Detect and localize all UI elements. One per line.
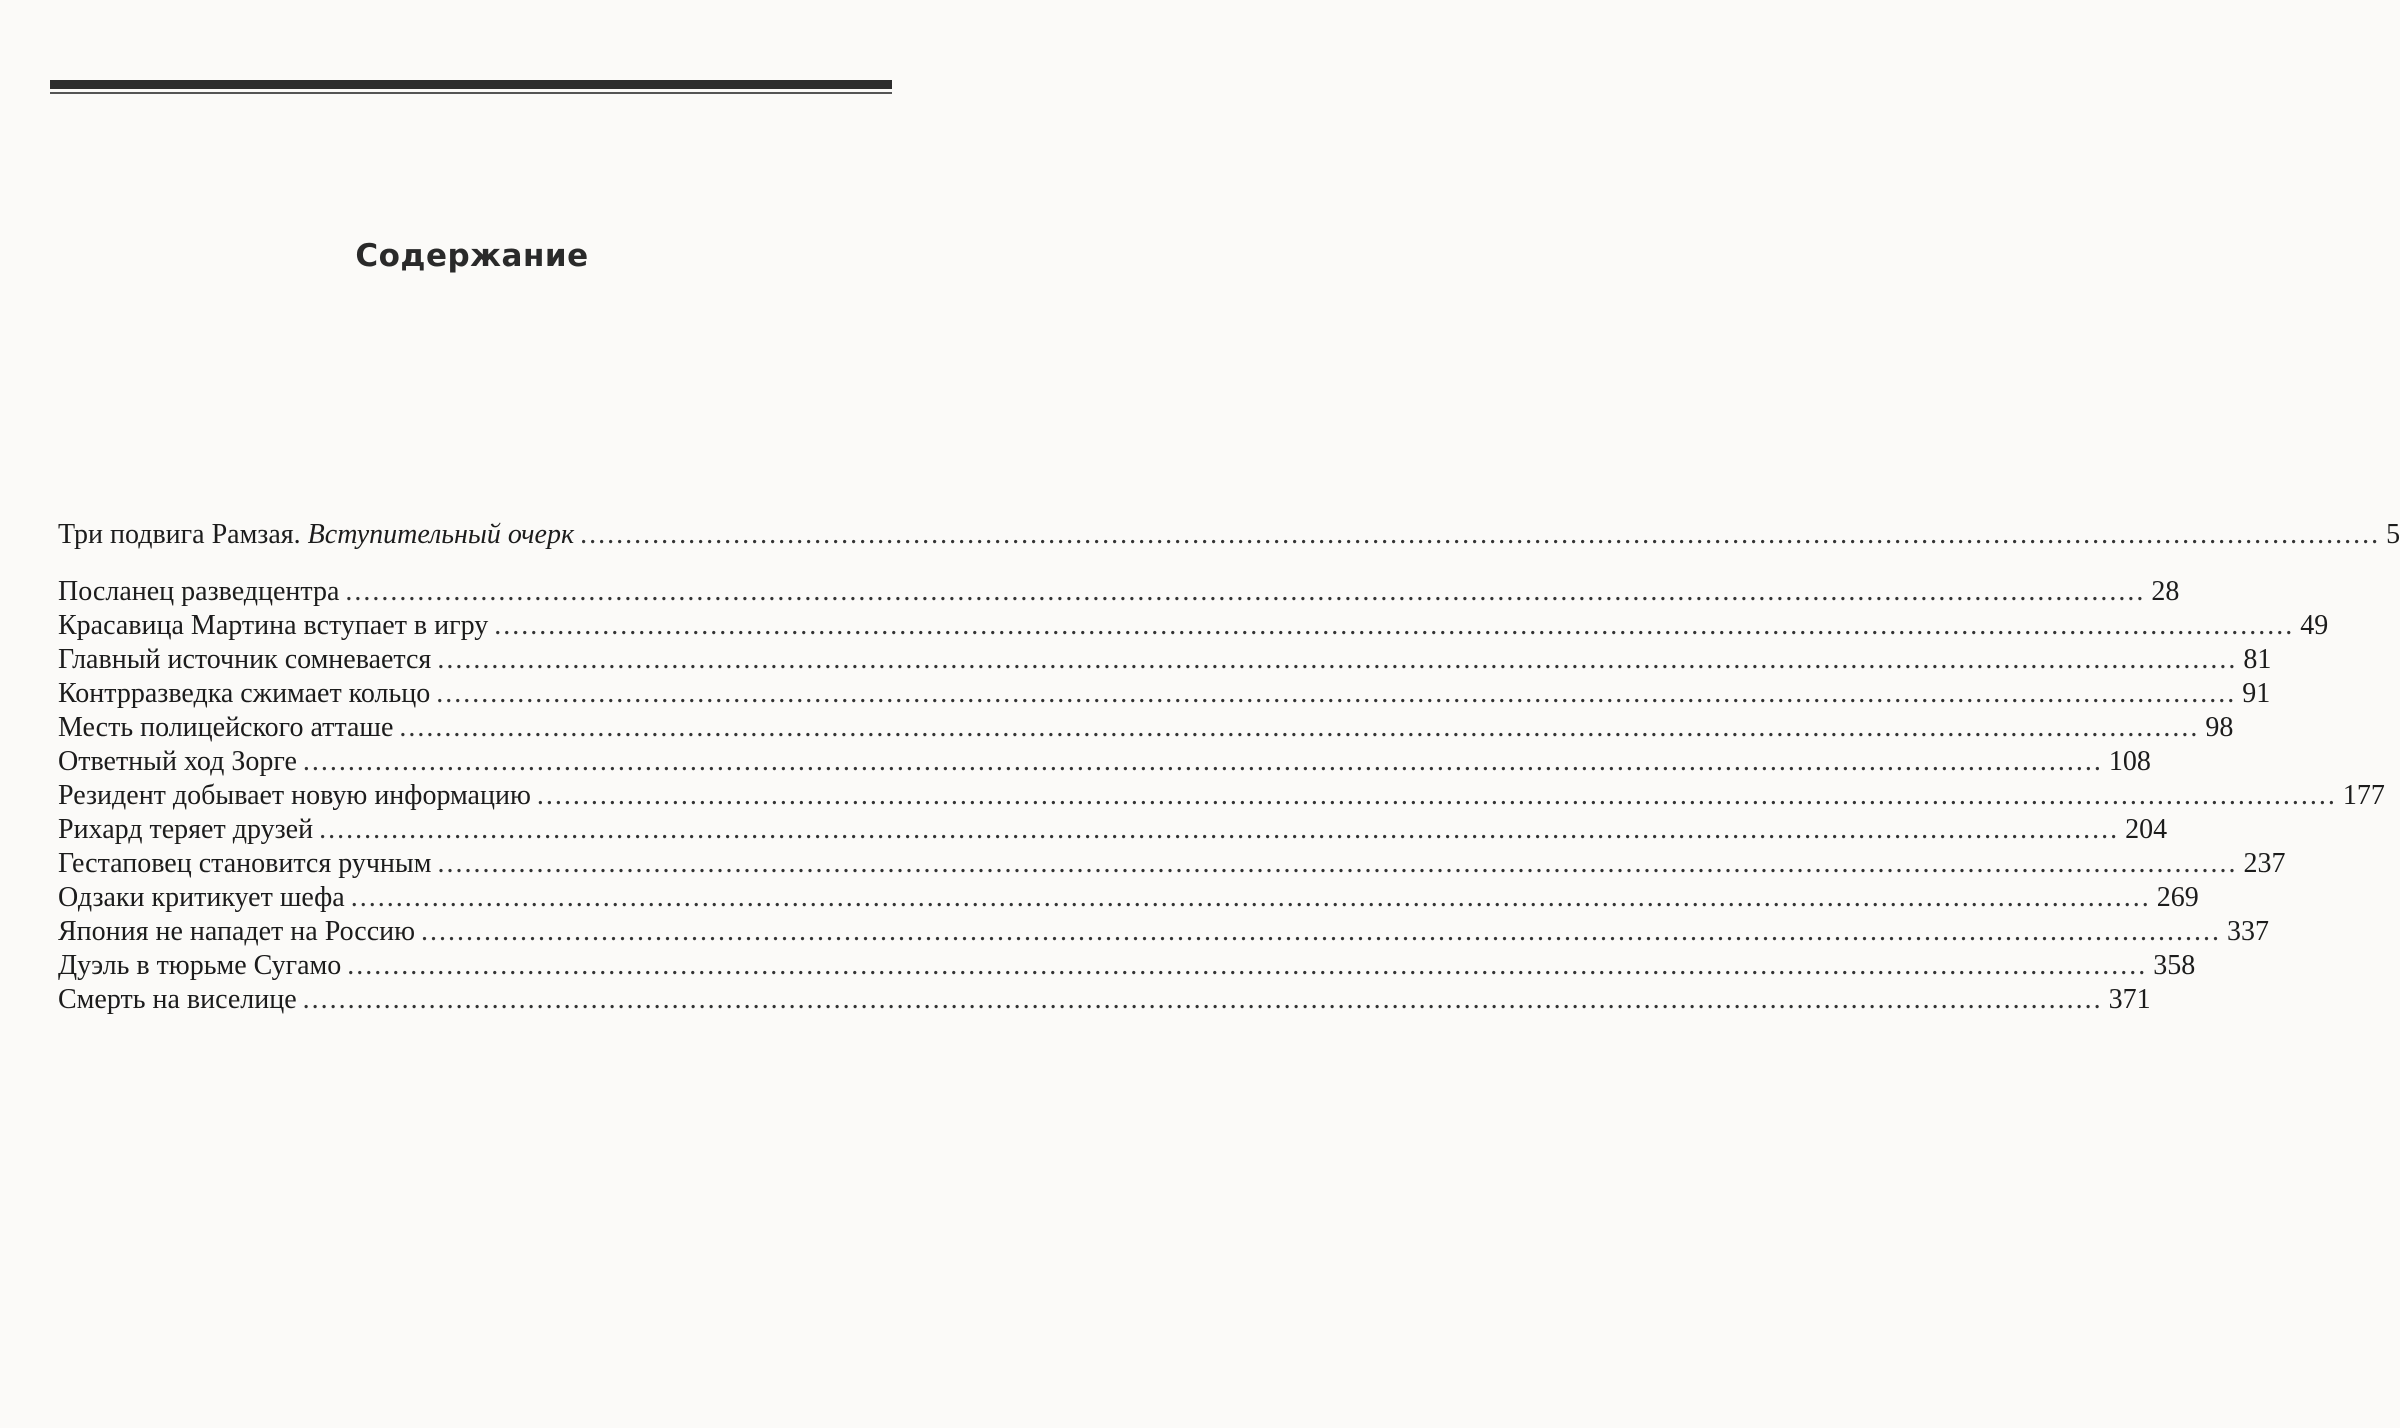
dot-leader: ........................................................................................................................................................................................................ <box>319 814 2120 845</box>
toc-entry-title: Главный источник сомневается <box>58 644 432 675</box>
toc-entry-title: Посланец разведцентра <box>58 576 340 607</box>
dot-leader: ........................................................................................................................................................................................................ <box>536 780 2337 811</box>
toc-entry-label <box>58 518 574 552</box>
dot-leader: ........................................................................................................................................................................................................ <box>437 644 2238 675</box>
toc-entry-page: 91 <box>2242 678 2271 709</box>
toc-entry-page: 371 <box>2108 984 2151 1015</box>
toc-entry-subtitle: Вступительный очерк <box>307 519 575 550</box>
header-rule <box>50 80 892 96</box>
dot-leader: ........................................................................................................................................................................................................ <box>437 848 2238 879</box>
toc-entry-title: Контрразведка сжимает кольцо <box>58 678 431 709</box>
toc-entry-page: 204 <box>2125 814 2168 845</box>
toc-entry <box>58 711 2234 745</box>
toc-entry <box>58 813 2168 847</box>
toc-entry-page: 108 <box>2108 746 2151 777</box>
toc-entry <box>58 643 2272 677</box>
dot-leader: ........................................................................................................................................................................................................ <box>347 950 2148 981</box>
toc-entry <box>58 881 2199 915</box>
toc-entry-page: 337 <box>2227 916 2270 947</box>
toc-entry-title: Гестаповец становится ручным <box>58 848 432 879</box>
toc-entry-page: 5 <box>2386 519 2400 550</box>
toc-entry <box>58 575 2180 609</box>
dot-leader: ........................................................................................................................................................................................................ <box>399 712 2200 743</box>
toc-entry-page: 81 <box>2243 644 2272 675</box>
toc-entry <box>58 745 2151 779</box>
dot-leader: ........................................................................................................................................................................................................ <box>494 610 2295 641</box>
toc-entry <box>58 949 2196 983</box>
toc-entry-title: Рихард теряет друзей <box>58 814 314 845</box>
toc-entry-page: 98 <box>2205 712 2234 743</box>
toc-entry-page: 49 <box>2300 610 2329 641</box>
dot-leader: ........................................................................................................................................................................................................ <box>302 746 2103 777</box>
toc-entry-title: Резидент добывает новую информацию <box>58 780 531 811</box>
toc-entry-title: Три подвига Рамзая. <box>58 519 301 550</box>
dot-leader: ........................................................................................................................................................................................................ <box>421 916 2222 947</box>
toc-entry-page: 177 <box>2342 780 2385 811</box>
toc-entry <box>58 779 2385 813</box>
table-of-contents <box>58 518 2400 1017</box>
dot-leader: ........................................................................................................................................................................................................ <box>436 678 2237 709</box>
dot-leader: ........................................................................................................................................................................................................ <box>350 882 2151 913</box>
toc-entry <box>58 847 2286 881</box>
toc-entry-page: 269 <box>2156 882 2199 913</box>
toc-entry-title: Дуэль в тюрьме Сугамо <box>58 950 342 981</box>
dot-leader: ........................................................................................................................................................................................................ <box>345 576 2146 607</box>
toc-entry <box>58 915 2270 949</box>
toc-entry-page: 358 <box>2153 950 2196 981</box>
toc-entry-title: Смерть на виселице <box>58 984 297 1015</box>
page-title: Содержание <box>355 238 589 274</box>
toc-entry-page: 237 <box>2243 848 2286 879</box>
toc-entry-title: Одзаки критикует шефа <box>58 882 345 913</box>
toc-entry <box>58 677 2271 711</box>
dot-leader: ........................................................................................................................................................................................................ <box>302 984 2103 1015</box>
toc-entry-title: Месть полицейского атташе <box>58 712 394 743</box>
toc-entry-title: Япония не нападет на Россию <box>58 916 416 947</box>
toc-entry-page: 28 <box>2151 576 2180 607</box>
toc-entry-title: Красавица Мартина вступает в игру <box>58 610 489 641</box>
toc-entry <box>58 609 2329 643</box>
toc-entry-title: Ответный ход Зорге <box>58 746 297 777</box>
toc-entry-intro <box>58 518 2400 552</box>
dot-leader: ........................................................................................................................................................................................................ <box>580 519 2381 550</box>
toc-entry <box>58 983 2151 1017</box>
